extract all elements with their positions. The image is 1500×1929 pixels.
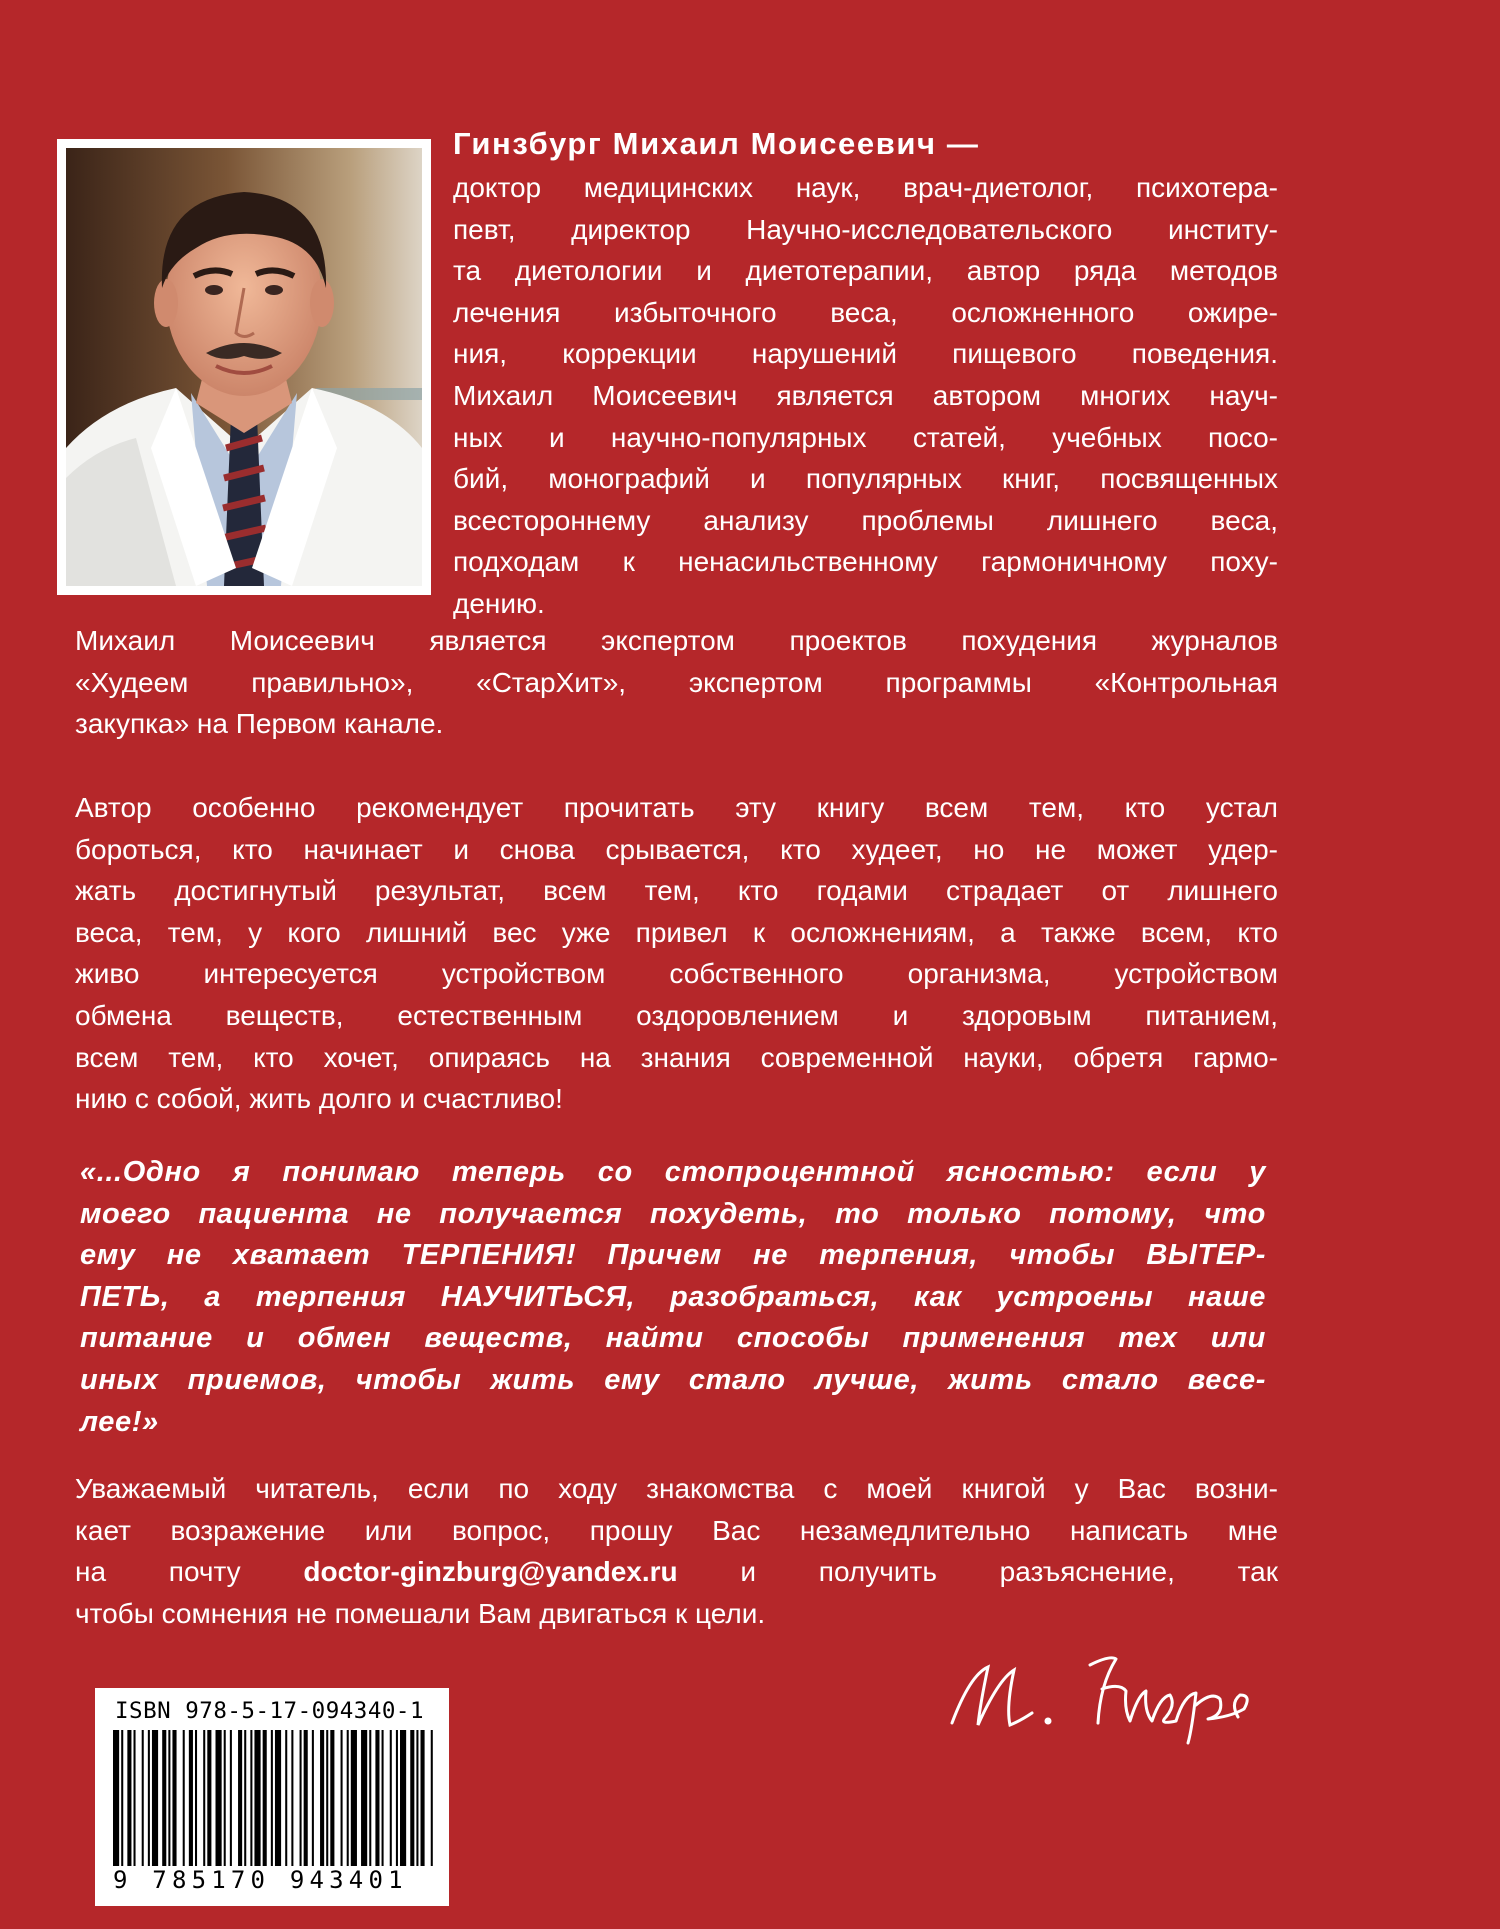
bio-line: певт, директор Научно-исследовательского институ- — [453, 213, 1278, 245]
barcode-bar — [172, 1730, 176, 1875]
barcode-bar — [168, 1730, 170, 1875]
reader-paragraph — [75, 1468, 1278, 1634]
barcode-bar — [330, 1730, 334, 1875]
author-photo — [66, 148, 422, 586]
quote-line: питание и обмен веществ, найти способы применения тех или — [80, 1322, 1266, 1355]
paragraph-line-email — [75, 1551, 1278, 1593]
barcode-bar — [431, 1730, 433, 1875]
paragraph-line: жать достигнутый результат, всем тем, кто годами страдает от лишнего — [75, 875, 1278, 907]
barcode-bar — [400, 1730, 406, 1875]
barcode-bar — [142, 1730, 144, 1875]
barcode — [111, 1730, 433, 1875]
barcode-bar — [203, 1730, 205, 1875]
author-signature — [940, 1625, 1270, 1745]
paragraph-line: чтобы сомнения не помешали Вам двигаться к цели. — [75, 1597, 766, 1629]
paragraph-line: нию с собой, жить долго и счастливо! — [75, 1083, 563, 1115]
bio-line: подходам к ненасильственному гармоничному поху- — [453, 546, 1278, 578]
barcode-bar — [390, 1730, 392, 1875]
quote-line: «...Одно я понимаю теперь со стопроцентной ясностью: если у — [80, 1156, 1266, 1188]
quote-line: лее!» — [80, 1405, 159, 1438]
bio-line: всестороннему анализу проблемы лишнего веса, — [453, 504, 1278, 536]
barcode-bar — [148, 1730, 150, 1875]
paragraph-line: Автор особенно рекомендует прочитать эту книгу всем тем, кто устал — [75, 792, 1278, 823]
line-text-after-email: и получить разъяснение, так — [677, 1556, 1278, 1588]
paragraph-line: Уважаемый читатель, если по ходу знакомства с моей книгой у Вас возни- — [75, 1473, 1278, 1504]
barcode-bar — [113, 1730, 119, 1875]
paragraph-line: всем тем, кто хочет, опираясь на знания современной науки, обретя гармо- — [75, 1041, 1278, 1073]
barcode-bar — [312, 1730, 314, 1875]
line-text-before-email: на почту — [75, 1556, 304, 1588]
barcode-bar — [304, 1730, 308, 1875]
quote-line: ПЕТЬ, а терпения НАУЧИТЬСЯ, разобраться, как устроены наше — [80, 1280, 1266, 1313]
paragraph-line: веса, тем, у кого лишний вес уже привел к осложнениям, а также всем, кто — [75, 916, 1278, 948]
paragraph-line: Михаил Моисеевич является экспертом проектов похудения журналов — [75, 625, 1278, 656]
barcode-bar — [375, 1730, 379, 1875]
barcode-bar — [361, 1730, 367, 1875]
quote-line: ему не хватает ТЕРПЕНИЯ! Причем не терпения, чтобы ВЫТЕР- — [80, 1239, 1266, 1272]
bio-line: ния, коррекции нарушений пищевого поведения. — [453, 338, 1278, 370]
barcode-bar — [152, 1730, 158, 1875]
paragraph-line: кает возражение или вопрос, прошу Вас незамедлительно написать мне — [75, 1514, 1278, 1546]
bio-line: бий, монографий и популярных книг, посвященных — [453, 463, 1278, 495]
barcode-bar — [134, 1730, 136, 1875]
recommendation-paragraph — [75, 787, 1278, 1120]
barcode-bar — [162, 1730, 166, 1875]
barcode-bar — [263, 1730, 267, 1875]
barcode-bar — [254, 1730, 260, 1875]
paragraph-line: закупка» на Первом канале. — [75, 708, 444, 740]
quote-line: иных приемов, чтобы жить ему стало лучше, жить стало весе- — [80, 1363, 1266, 1396]
barcode-bar — [341, 1730, 343, 1875]
barcode-digits: 9 785170 943401 — [113, 1866, 435, 1894]
barcode-bar — [250, 1730, 252, 1875]
barcode-bar — [207, 1730, 211, 1875]
expert-paragraph — [75, 620, 1278, 745]
barcode-bar — [320, 1730, 324, 1875]
barcode-bar — [416, 1730, 418, 1875]
author-quote — [80, 1152, 1266, 1443]
barcode-bar — [127, 1730, 131, 1875]
author-photo-frame — [57, 139, 431, 595]
paragraph-line: «Худеем правильно», «СтарХит», экспертом программы «Контрольная — [75, 666, 1278, 698]
barcode-bar — [216, 1730, 222, 1875]
barcode-bar — [351, 1730, 357, 1875]
bio-line: Михаил Моисеевич является автором многих науч- — [453, 379, 1278, 411]
barcode-bar — [347, 1730, 349, 1875]
bio-line: та диетологии и диетотерапии, автор ряда методов — [453, 255, 1278, 287]
barcode-bar — [195, 1730, 197, 1875]
bio-line: дению. — [453, 587, 545, 619]
barcode-bar — [275, 1730, 281, 1875]
paragraph-line: живо интересуется устройством собственного организма, устройством — [75, 958, 1278, 990]
quote-line: моего пациента не получается похудеть, то только потому, что — [80, 1197, 1266, 1230]
barcode-bar — [183, 1730, 185, 1875]
barcode-bar — [244, 1730, 246, 1875]
author-portrait-illustration — [66, 148, 422, 586]
barcode-bar — [421, 1730, 425, 1875]
barcode-bar — [382, 1730, 384, 1875]
barcode-bar — [189, 1730, 193, 1875]
barcode-bar — [410, 1730, 414, 1875]
author-bio — [453, 167, 1278, 625]
barcode-bar — [230, 1730, 232, 1875]
author-email-link[interactable]: doctor-ginzburg@yandex.ru — [303, 1556, 678, 1588]
barcode-bar — [396, 1730, 398, 1875]
barcode-bar — [326, 1730, 328, 1875]
barcode-bar — [224, 1730, 226, 1875]
bio-line: ных и научно-популярных статей, учебных посо- — [453, 421, 1278, 453]
isbn-label: ISBN 978-5-17-094340-1 — [115, 1698, 425, 1724]
paragraph-line: обмена веществ, естественным оздоровлением и здоровым питанием, — [75, 999, 1278, 1031]
barcode-bar — [285, 1730, 287, 1875]
author-name: Гинзбург Михаил Моисеевич — — [453, 126, 980, 161]
barcode-bar — [271, 1730, 273, 1875]
isbn-barcode-box — [95, 1688, 449, 1906]
barcode-bar — [238, 1730, 242, 1875]
bio-line: лечения избыточного веса, осложненного ожире- — [453, 296, 1278, 328]
barcode-bar — [291, 1730, 293, 1875]
barcode-bar — [369, 1730, 371, 1875]
paragraph-line: бороться, кто начинает и снова срывается, кто худеет, но не может удер- — [75, 833, 1278, 865]
barcode-bar — [300, 1730, 302, 1875]
barcode-bar — [121, 1730, 123, 1875]
bio-line: доктор медицинских наук, врач-диетолог, психотера- — [453, 172, 1278, 203]
